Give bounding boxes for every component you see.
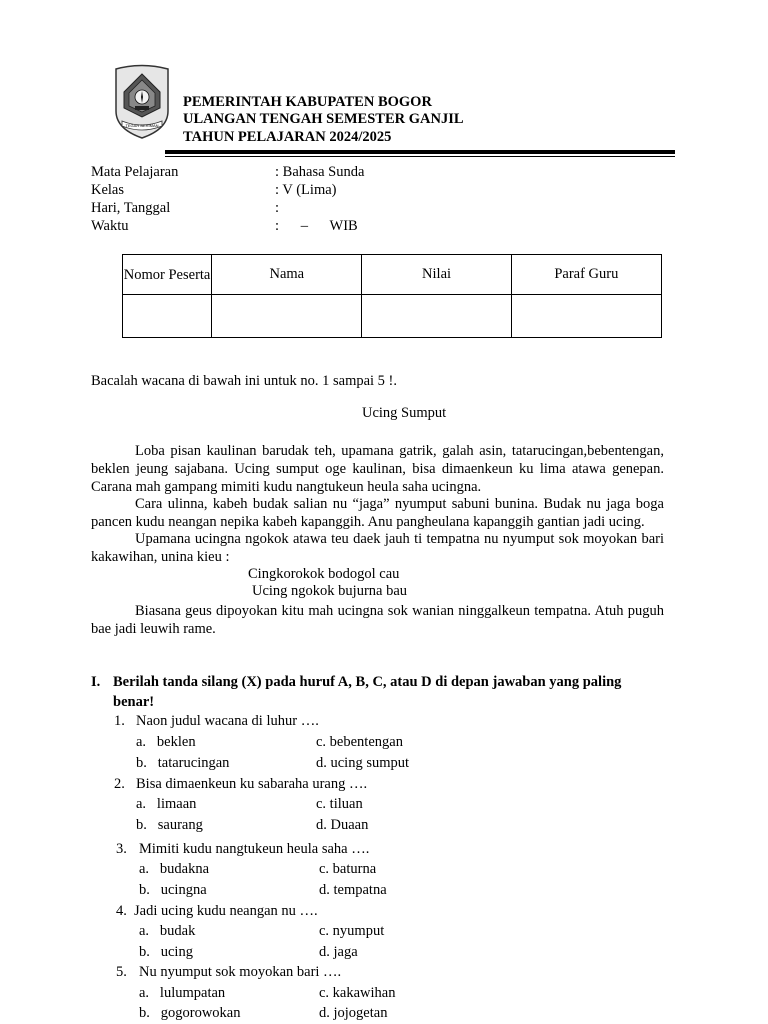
question-text: Naon judul wacana di luhur ….	[136, 713, 319, 729]
meta-value-time: : – WIB	[275, 218, 358, 234]
header-line-2: ULANGAN TENGAH SEMESTER GANJIL	[183, 111, 464, 127]
question-text: Bisa dimaenkeun ku sabaraha urang ….	[136, 776, 368, 792]
cell-teacher-sign[interactable]	[511, 295, 661, 338]
section-instruction-line-1: Berilah tanda silang (X) pada huruf A, B, C, atau D di depan jawaban yang paling	[113, 674, 622, 690]
option-c[interactable]: c. bebentengan	[316, 734, 403, 750]
option-c[interactable]: c. tiluan	[316, 796, 363, 812]
option-d[interactable]: d. jaga	[319, 944, 358, 960]
story-title: Ucing Sumput	[362, 405, 447, 421]
section-instruction-line-2: benar!	[113, 694, 155, 710]
option-a[interactable]: a. lulumpatan	[139, 985, 226, 1001]
option-a[interactable]: a. limaan	[136, 796, 197, 812]
question-number: 3.	[116, 841, 127, 857]
header-line-3: TAHUN PELAJARAN 2024/2025	[183, 129, 392, 145]
reading-instruction: Bacalah wacana di bawah ini untuk no. 1 sampai 5 !.	[91, 373, 398, 389]
meta-value-date: :	[275, 200, 280, 216]
question-number: 2.	[114, 776, 125, 792]
section-number: I.	[91, 674, 101, 690]
meta-value-subject: : Bahasa Sunda	[275, 164, 365, 180]
header-line-1: PEMERINTAH KABUPATEN BOGOR	[183, 94, 432, 110]
score-table	[122, 254, 662, 338]
story-paragraph-4: Biasana geus dipoyokan kitu mah ucingna sok wanian ninggalkeun tempatna. Atuh puguh bae jadi leuwih rame.	[91, 603, 664, 637]
cell-score[interactable]	[362, 295, 511, 338]
song-line-2: Ucing ngokok bujurna bau	[252, 583, 408, 599]
question-number: 1.	[114, 713, 125, 729]
cell-participant-number[interactable]	[123, 295, 212, 338]
cell-name[interactable]	[212, 295, 362, 338]
question-text: Jadi ucing kudu neangan nu ….	[134, 903, 318, 919]
meta-label-class: Kelas	[91, 182, 125, 198]
option-d[interactable]: d. Duaan	[316, 817, 369, 833]
header-participant-number: Nomor Peserta	[123, 255, 212, 295]
header-score: Nilai	[362, 255, 511, 295]
option-c[interactable]: c. nyumput	[319, 923, 385, 939]
option-b[interactable]: b. saurang	[136, 817, 203, 833]
song-line-1: Cingkorokok bodogol cau	[248, 566, 400, 582]
question-text: Mimiti kudu nangtukeun heula saha ….	[139, 841, 370, 857]
meta-value-class: : V (Lima)	[275, 182, 337, 198]
option-a[interactable]: a. budak	[139, 923, 196, 939]
header-rule-thin	[165, 156, 675, 157]
story-paragraph-2: Cara ulinna, kabeh budak salian nu “jaga” nyumput sabuni bunina. Budak nu jaga boga pancen kudu neangan nepika kabeh kapanggih. Anu pangheulana kapanggih gantian jadi ucing.	[91, 496, 664, 530]
option-d[interactable]: d. jojogetan	[319, 1005, 388, 1021]
header-rule-thick	[165, 150, 675, 154]
option-b[interactable]: b. ucing	[139, 944, 193, 960]
meta-label-date: Hari, Tanggal	[91, 200, 171, 216]
option-a[interactable]: a. beklen	[136, 734, 196, 750]
meta-label-subject: Mata Pelajaran	[91, 164, 179, 180]
logo-motto: TEGAR BERIMAN	[125, 123, 159, 128]
option-d[interactable]: d. ucing sumput	[316, 755, 410, 771]
question-text: Nu nyumput sok moyokan bari ….	[139, 964, 342, 980]
option-c[interactable]: c. kakawihan	[319, 985, 396, 1001]
option-b[interactable]: b. ucingna	[139, 882, 207, 898]
kabupaten-bogor-logo	[113, 63, 171, 140]
option-a[interactable]: a. budakna	[139, 861, 210, 877]
header-name: Nama	[212, 255, 362, 295]
question-number: 4.	[116, 903, 127, 919]
header-teacher-sign: Paraf Guru	[511, 255, 661, 295]
story-paragraph-3: Upamana ucingna ngokok atawa teu daek jauh ti tempatna nu nyumput sok moyokan bari kakawihan, unina kieu :	[91, 531, 664, 565]
story-paragraph-1: Loba pisan kaulinan barudak teh, upamana gatrik, galah asin, tatarucingan,bebentengan, beklen jeung sajabana. Ucing sumput oge kaulinan, bisa dimaenkeun ku lima atawa genepan. Carana mah gampang mimiti kudu nangtukeun heula saha ucingna.	[91, 443, 664, 495]
question-number: 5.	[116, 964, 127, 980]
option-b[interactable]: b. gogorowokan	[139, 1005, 241, 1021]
option-b[interactable]: b. tatarucingan	[136, 755, 230, 771]
option-d[interactable]: d. tempatna	[319, 882, 387, 898]
meta-label-time: Waktu	[91, 218, 129, 234]
option-c[interactable]: c. baturna	[319, 861, 377, 877]
